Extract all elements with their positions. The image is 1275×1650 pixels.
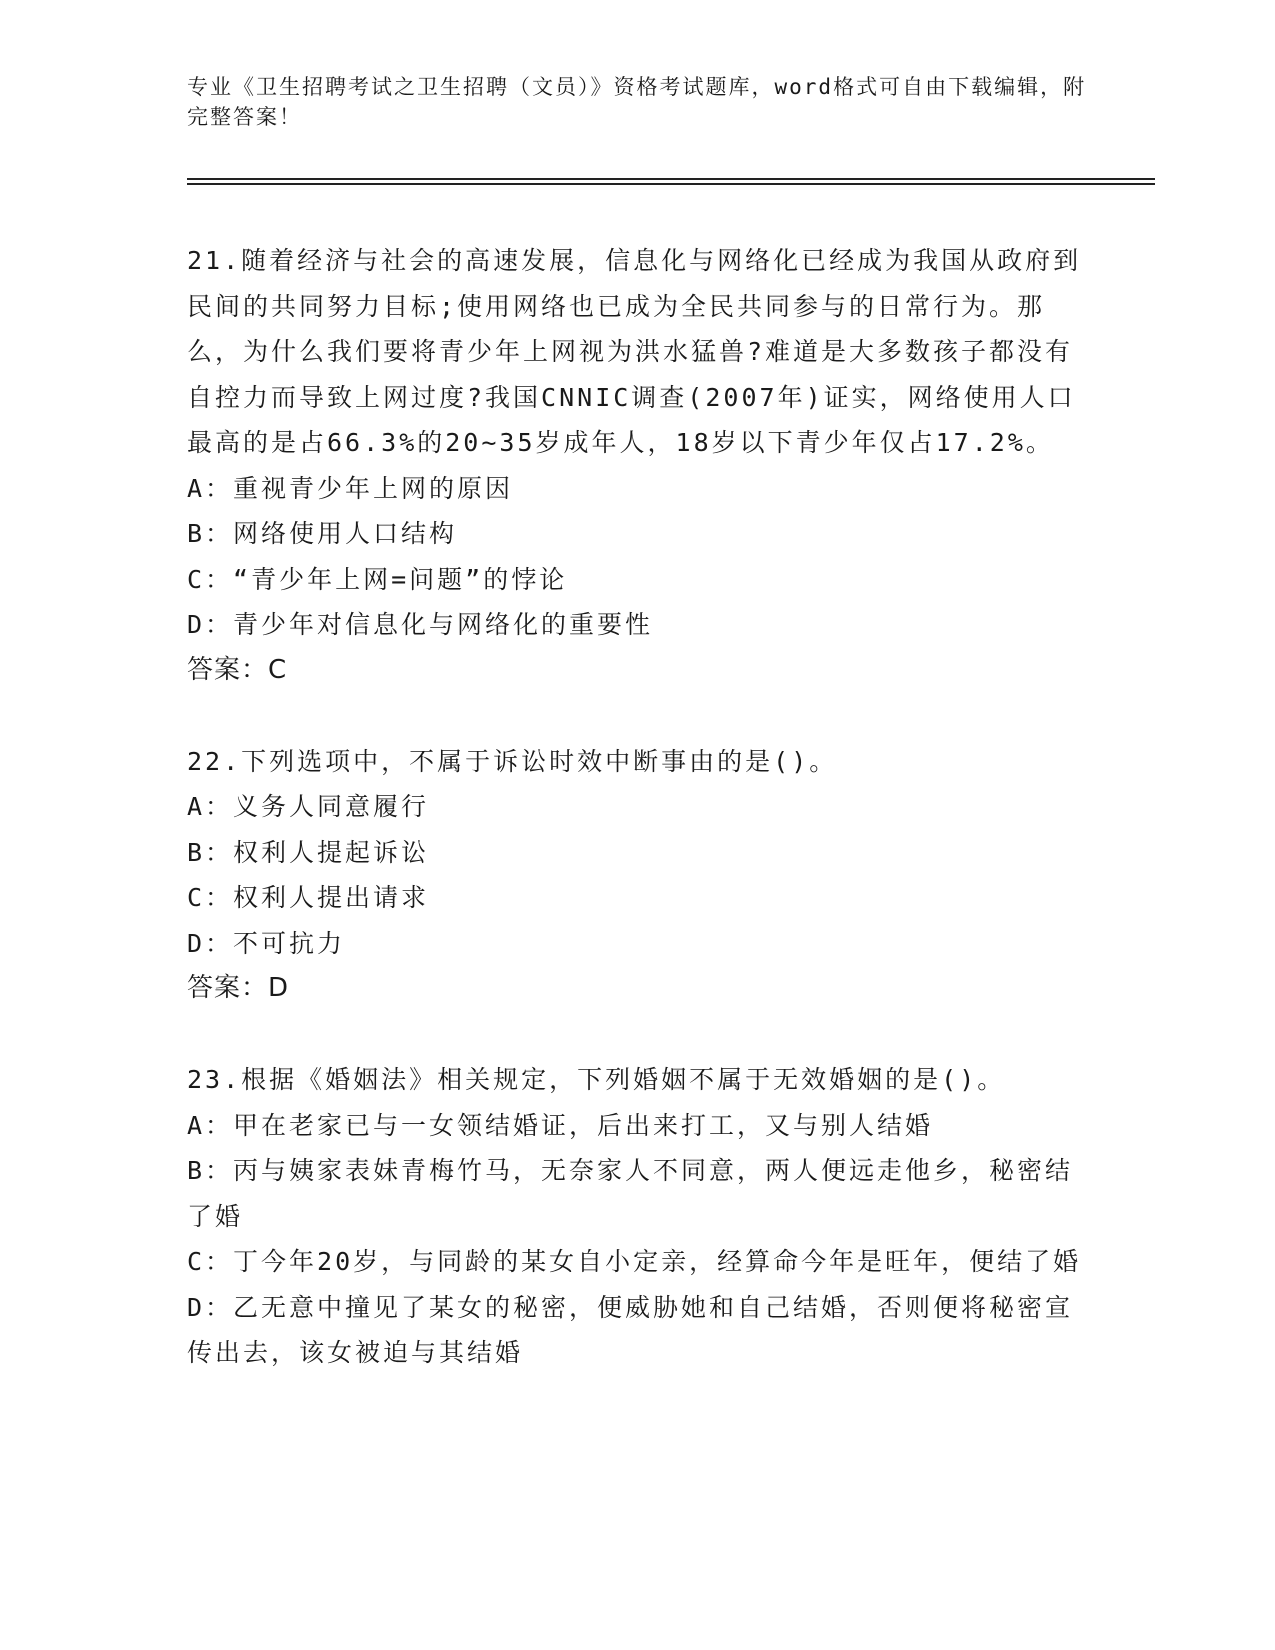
option-c: C：权利人提出请求 xyxy=(187,883,430,912)
question-number: 23. xyxy=(187,1065,242,1094)
question-number: 21. xyxy=(187,246,242,275)
option-d: D：乙无意中撞见了某女的秘密，便威胁她和自己结婚，否则便将秘密宣传出去，该女被迫与其结婚 xyxy=(187,1292,1074,1367)
option-c: C：丁今年20岁，与同龄的某女自小定亲，经算命今年是旺年，便结了婚 xyxy=(187,1247,1082,1276)
question-spacer xyxy=(187,693,1087,739)
option-d: D：不可抗力 xyxy=(187,928,346,958)
option-b: B：丙与姨家表妹青梅竹马，无奈家人不同意，两人便远走他乡，秘密结了婚 xyxy=(187,1156,1074,1231)
question-text: 随着经济与社会的高速发展，信息化与网络化已经成为我国从政府到民间的共同努力目标;使用网络也已成为全民共同参与的日常行为。那么，为什么我们要将青少年上网视为洪水猛兽?难道是大多数孩子都没有自控力而导致上网过度?我国CNNIC调查(2007年)证实，网络使用人口最高的是占66.3%的20~35岁成年人，18岁以下青少年仅占17.2%。 xyxy=(187,246,1082,457)
answer-label: 答案：C xyxy=(187,654,288,685)
question-22 xyxy=(187,739,1087,1012)
option-d: D：青少年对信息化与网络化的重要性 xyxy=(187,610,654,639)
question-text: 根据《婚姻法》相关规定，下列婚姻不属于无效婚姻的是()。 xyxy=(241,1065,1006,1094)
header-divider-top xyxy=(187,178,1155,180)
option-a: A：义务人同意履行 xyxy=(187,792,430,821)
option-b: B：网络使用人口结构 xyxy=(187,519,458,548)
question-spacer xyxy=(187,1012,1087,1058)
option-a: A：重视青少年上网的原因 xyxy=(187,473,514,503)
question-stem xyxy=(187,1057,1087,1103)
option-c: C：“青少年上网=问题”的悖论 xyxy=(187,564,568,594)
option-a: A：甲在老家已与一女领结婚证，后出来打工，又与别人结婚 xyxy=(187,1110,934,1140)
question-stem xyxy=(187,238,1087,466)
question-stem xyxy=(187,739,1087,785)
question-number: 22. xyxy=(187,746,242,776)
header-divider-bottom xyxy=(187,183,1155,185)
answer-label: 答案：D xyxy=(187,973,290,1003)
question-21 xyxy=(187,238,1087,693)
option-b: B：权利人提起诉讼 xyxy=(187,837,430,867)
question-23 xyxy=(187,1057,1087,1376)
document-header: 专业《卫生招聘考试之卫生招聘（文员）》资格考试题库，word格式可自由下载编辑，附完整答案！ xyxy=(187,75,1087,129)
question-text: 下列选项中，不属于诉讼时效中断事由的是()。 xyxy=(241,746,838,776)
question-list xyxy=(187,238,1087,1376)
